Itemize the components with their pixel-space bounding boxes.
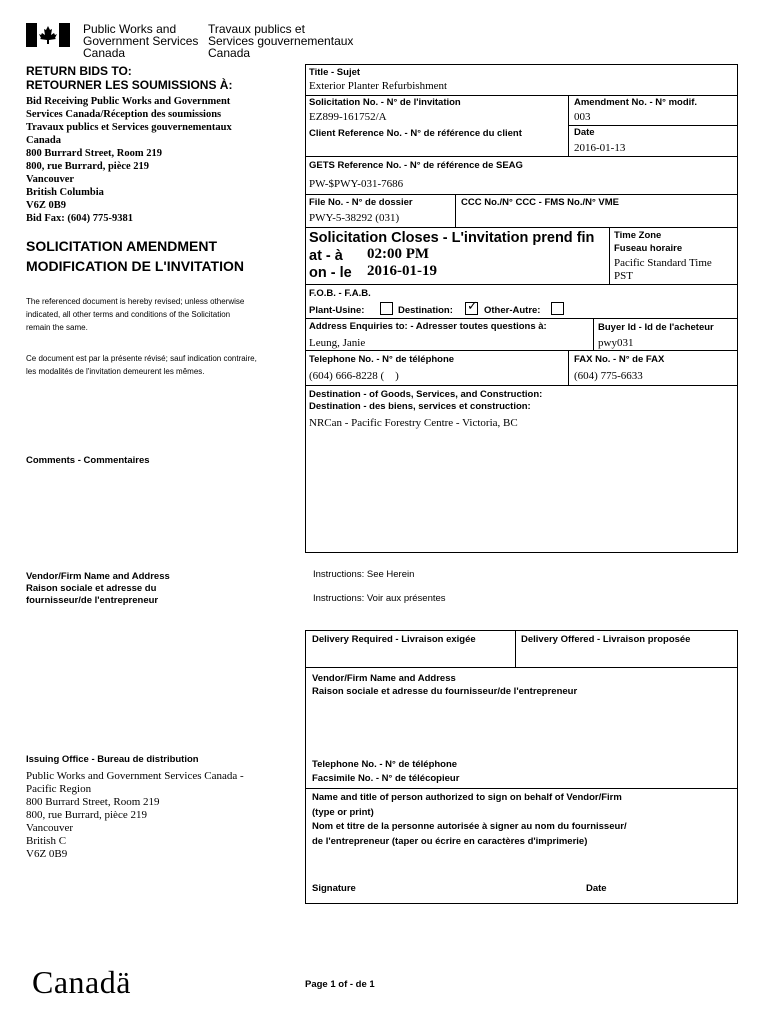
gets-reference-label: GETS Reference No. - N° de référence de SEAG: [309, 160, 523, 171]
checkmark-icon: ✓: [467, 299, 478, 314]
fob-label: F.O.B. - F.A.B.: [309, 288, 371, 299]
destination-label: Destination:: [398, 305, 453, 316]
closing-time-value: 02:00 PM: [367, 246, 430, 262]
vendor-label-left: Vendor/Firm Name and Address Raison sociale et adresse du fournisseur/de l'entrepreneur: [26, 571, 170, 606]
destination-checkbox[interactable]: [465, 299, 478, 315]
amendment-text-fr: Ce document est par la présente révisé; sauf indication contraire, les modalités de l'invitation demeurent les mêmes.: [26, 354, 257, 376]
date-label: Date: [574, 127, 595, 138]
return-bids-address: Bid Receiving Public Works and Government Services Canada/Réception des soumissions Travaux publics et Services gouvernementaux Canada 800 Burrard Street, Room 219 800, rue Burrard, pièce 219 Vancouver British Columbia V6Z 0B9 Bid Fax: (604) 775-9381: [26, 96, 232, 224]
file-no-value: PWY-5-38292 (031): [309, 212, 400, 224]
instructions-en: Instructions: See Herein: [313, 569, 415, 580]
telephone-value: (604) 666-8228 ( ): [309, 370, 399, 382]
solicitation-no-value: EZ899-161752/A: [309, 111, 387, 123]
plant-usine-label: Plant-Usine:: [309, 305, 365, 316]
instructions-fr: Instructions: Voir aux présentes: [313, 593, 446, 604]
telephone-label: Telephone No. - N° de téléphone: [309, 354, 455, 365]
closes-at-label: at - à: [309, 248, 343, 264]
ccc-no-label: CCC No./N° CCC - FMS No./N° VME: [461, 197, 620, 208]
title-label: Title - Sujet: [309, 67, 361, 78]
fax-label: FAX No. - N° de FAX: [574, 354, 665, 365]
authorized-person-label: Name and title of person authorized to sign on behalf of Vendor/Firm (type or print) Nom et titre de la personne autorisée à signer au nom du fournisseur/ de l'entrepreneur (taper ou écrire en caractères d'imprimerie): [312, 792, 627, 847]
issuing-office-label: Issuing Office - Bureau de distribution: [26, 754, 199, 765]
delivery-required-label: Delivery Required - Livraison exigée: [312, 634, 476, 645]
signature-date-label: Date: [586, 883, 607, 894]
signature-label: Signature: [312, 883, 356, 894]
vendor-telephone-label: Telephone No. - N° de téléphone: [312, 759, 458, 770]
other-autre-label: Other-Autre:: [484, 305, 541, 316]
plant-usine-checkbox[interactable]: [380, 302, 393, 315]
canada-flag-logo: [26, 23, 70, 47]
time-zone-label: Time Zone Fuseau horaire: [614, 230, 683, 254]
closes-on-label: on - le: [309, 265, 352, 281]
time-zone-value: Pacific Standard Time PST: [614, 257, 712, 282]
department-name-en: Public Works and Government Services Canada: [83, 22, 199, 60]
other-autre-checkbox[interactable]: [551, 302, 564, 315]
client-reference-label: Client Reference No. - N° de référence du client: [309, 128, 522, 139]
solicitation-closes-label: Solicitation Closes - L'invitation prend fin: [309, 230, 595, 246]
amendment-title: SOLICITATION AMENDMENT MODIFICATION DE L'INVITATION: [26, 238, 244, 274]
department-name-fr: Travaux publics et Services gouvernementaux Canada: [208, 22, 354, 60]
return-bids-title: RETURN BIDS TO: RETOURNER LES SOUMISSIONS À:: [26, 64, 233, 92]
buyer-id-value: pwy031: [598, 337, 634, 349]
destination-goods-label: Destination - of Goods, Services, and Construction: Destination - des biens, services et construction:: [309, 389, 543, 412]
fax-value: (604) 775-6633: [574, 370, 643, 382]
canada-wordmark-logo: Canadä: [32, 964, 131, 1000]
destination-goods-value: NRCan - Pacific Forestry Centre - Victoria, BC: [309, 417, 518, 429]
file-no-label: File No. - N° de dossier: [309, 197, 413, 208]
title-value: Exterior Planter Refurbishment: [309, 80, 448, 92]
issuing-office-address: Public Works and Government Services Canada - Pacific Region 800 Burrard Street, Room 219 800, rue Burrard, pièce 219 Vancouver British C V6Z 0B9: [26, 770, 244, 860]
closing-date-value: 2016-01-19: [367, 263, 437, 279]
amendment-no-value: 003: [574, 111, 591, 123]
vendor-name-address-label: Vendor/Firm Name and Address Raison sociale et adresse du fournisseur/de l'entrepreneur: [312, 673, 578, 697]
address-enquiries-label: Address Enquiries to: - Adresser toutes questions à:: [309, 321, 547, 332]
comments-label: Comments - Commentaires: [26, 455, 150, 466]
gets-reference-value: PW-$PWY-031-7686: [309, 178, 404, 190]
date-value: 2016-01-13: [574, 142, 626, 154]
address-enquiries-value: Leung, Janie: [309, 337, 366, 349]
solicitation-no-label: Solicitation No. - N° de l'invitation: [309, 97, 461, 108]
delivery-offered-label: Delivery Offered - Livraison proposée: [521, 634, 691, 645]
vendor-facsimile-label: Facsimile No. - N° de télécopieur: [312, 773, 460, 784]
buyer-id-label: Buyer Id - Id de l'acheteur: [598, 322, 714, 333]
page-number: Page 1 of - de 1: [305, 979, 375, 990]
amendment-text-en: The referenced document is hereby revised; unless otherwise indicated, all other terms and conditions of the Solicitation remain the same.: [26, 297, 245, 332]
amendment-no-label: Amendment No. - N° modif.: [574, 97, 698, 108]
